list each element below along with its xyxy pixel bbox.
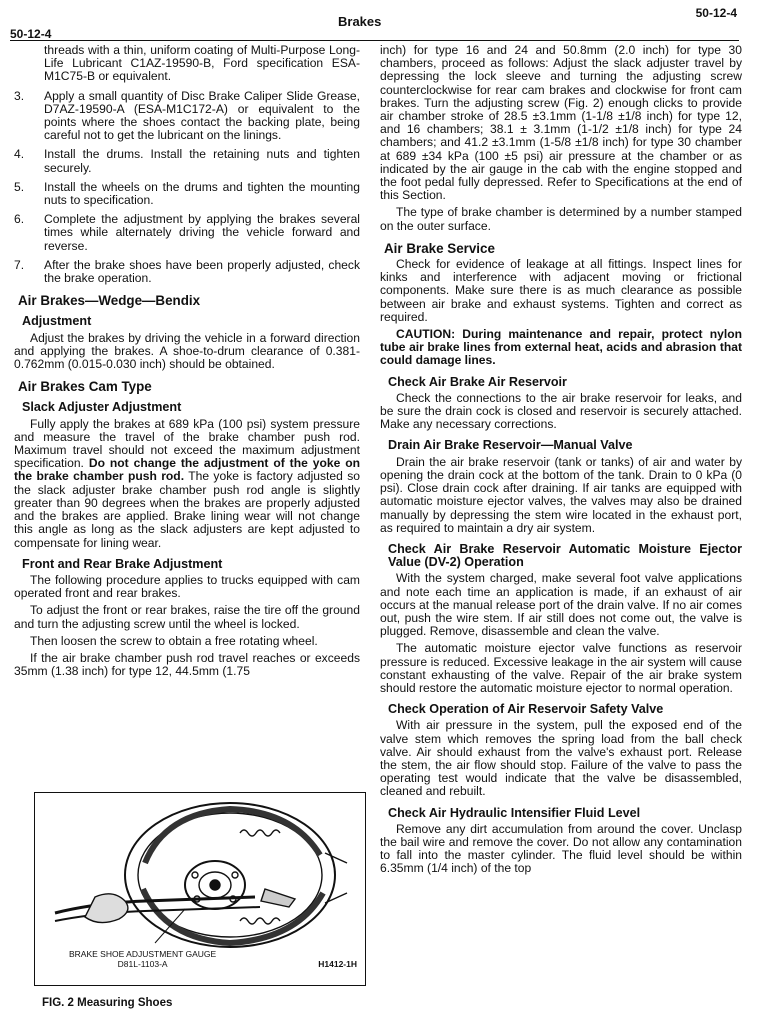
subheading-safety-valve: Check Operation of Air Reservoir Safety Valve [388, 702, 664, 717]
step-number: 3. [14, 88, 25, 103]
step-number: 4. [14, 147, 25, 162]
subheading-front-rear: Front and Rear Brake Adjustment [22, 556, 223, 571]
paragraph-front-rear-4: If the air brake chamber push rod travel reaches or exceeds 35mm (1.38 inch) for type 12, 44.5mm (1.75 [14, 650, 360, 679]
step-text: Install the wheels on the drums and tighten the mounting nuts to specification. [44, 179, 360, 208]
section-heading-wedge: Air Brakes—Wedge—Bendix [18, 293, 201, 309]
slack-text-part2: The yoke is factory adjusted so the slack adjuster brake chamber push rod angle is slightly greater than 90 degrees when the brakes are properly adjusted and the brakes are applied. Brake lining wear will not change this angle as long as the slack adjusters are kept adjusted to compensate for lining wear. [14, 469, 360, 550]
slack-warning-bold: Do not change the adjustment of the yoke on the brake chamber push rod. [14, 456, 361, 484]
step-text: After the brake shoes have been properly adjusted, check the brake operation. [44, 257, 360, 286]
step-item [14, 148, 360, 174]
paragraph-ejector-2: The automatic moisture ejector valve functions as reservoir pressure is reduced. Excessive leakage in the air system will cause constant exhausting of the valve. Repair of the air brake system should restore the automatic moisture ejector to normal operation. [380, 641, 742, 695]
step-text: Install the drums. Install the retaining nuts and tighten securely. [44, 147, 360, 175]
section-heading-cam: Air Brakes Cam Type [18, 379, 152, 395]
caution-note: CAUTION: During maintenance and repair, protect nylon tube air brake lines from external heat, acids and abrasion that could damage lines. [380, 327, 742, 368]
header-rule [10, 40, 739, 41]
figure-callout [69, 949, 216, 969]
step-item [14, 90, 360, 143]
paragraph-hydraulic: Remove any dirt accumulation from around the cover. Unclasp the bail wire and remove the cover. Do not allow any contamination to fall into the master cylinder. The fluid level should be within 6.35mm (1/4 inch) of the top [380, 821, 742, 876]
subheading-hydraulic-intensifier: Check Air Hydraulic Intensifier Fluid Level [388, 805, 641, 820]
callout-part-number: D81L-1103-A [117, 959, 168, 969]
callout-name: BRAKE SHOE ADJUSTMENT GAUGE [69, 949, 217, 959]
running-head: Brakes [338, 14, 382, 29]
step-item [14, 181, 360, 207]
step-item [14, 213, 360, 253]
paragraph-chamber-type: The type of brake chamber is determined by a number stamped on the outer surface. [380, 205, 742, 233]
paragraph-front-rear-2: To adjust the front or rear brakes, raise the tire off the ground and turn the adjusting screw until the wheel is locked. [14, 603, 360, 631]
paragraph-service: Check for evidence of leakage at all fittings. Inspect lines for kinks and interference with adjacent moving or frictional components. Make sure there is as much clearance as possible between air brake and exhaust systems. Tighten and correct as required. [380, 257, 742, 324]
subheading-adjustment: Adjustment [22, 314, 92, 329]
subheading-drain-reservoir: Drain Air Brake Reservoir—Manual Valve [388, 438, 633, 453]
page-number-right: 50-12-4 [695, 6, 737, 20]
figure-code: H1412-1H [318, 959, 357, 969]
step-text: Complete the adjustment by applying the brakes several times while alternately driving the vehicle forward and reverse. [44, 212, 360, 253]
figure-measuring-shoes [34, 792, 366, 986]
step-number: 6. [14, 212, 25, 227]
paragraph-front-rear-1: The following procedure applies to trucks equipped with cam operated front and rear brakes. [14, 572, 360, 601]
step-item [14, 259, 360, 285]
subheading-moisture-ejector: Check Air Brake Reservoir Automatic Moisture Ejector Value (DV-2) Operation [388, 541, 742, 570]
paragraph-safety-valve: With air pressure in the system, pull the exposed end of the valve stem which removes the spring load from the ball check valve. Air should exhaust from the valve's exhaust port. Release the stem, the air flow should stop. Failure of the valve to pass the operating test would indicate that the valve be disassembled, cleaned and rebuilt. [380, 718, 742, 799]
subheading-air-reservoir: Check Air Brake Air Reservoir [388, 374, 567, 389]
right-column [380, 44, 742, 880]
slack-text-part1: Fully apply the brakes at 689 kPa (100 psi) system pressure and measure the travel of the brake chamber push rod. Maximum travel should not exceed the maximum adjustment specification. [14, 416, 360, 471]
paragraph-front-rear-3: Then loosen the screw to obtain a free rotating wheel. [30, 633, 318, 648]
paragraph-slack-adjuster [14, 418, 360, 550]
paragraph-reservoir: Check the connections to the air brake reservoir for leaks, and be sure the drain cock is closed and reservoir is securely attached. Make any necessary corrections. [380, 390, 742, 432]
step-continuation: threads with a thin, uniform coating of Multi-Purpose Long-Life Lubricant C1AZ-19590-B, Ford specification ESA-M1C75-B or equivalent. [44, 43, 360, 84]
paragraph-drain: Drain the air brake reservoir (tank or tanks) of air and water by opening the drain cock at the bottom of the tank. Drain to 0 kPa (0 psi). Close drain cock after draining. If air tanks are equipped with automatic moisture ejector valves, the valves may also be drained manually by depressing the stem wire located in the exhaust port, as required to maintain a dry air system. [380, 454, 742, 535]
step-text: Apply a small quantity of Disc Brake Caliper Slide Grease, D7AZ-19590-A (ESA-M1C172-A) or equivalent to the points where the shoes contact the backing plate, being careful not to get the lubricant on the linings. [44, 88, 360, 143]
step-number: 7. [14, 257, 25, 272]
paragraph-slack-continuation: inch) for type 16 and 24 and 50.8mm (2.0 inch) for type 30 chambers, proceed as follows: Adjust the slack adjuster travel by depressing the lock sleeve and turning the adjusting screw counterclockwise for rear cam brakes and clockwise for front cam brakes. Turn the adjusting screw (Fig. 2) enough clicks to provide air chamber stroke of 28.5 ±3.1mm (1-1/8 ±1/8 inch) for type 12, and 16 chambers; 38.1 ± 3.1mm (1-1/2 ±1/8 inch) for type 24 chambers; and 41.2 ±3.1mm (1-5/8 ±1/8 inch) for type 30 chamber at 689 ±34 kPa (100 ±5 psi) air pressure at the chamber or as indicated by the air gauge in the cab with the engine stopped and the foot pedal fully depressed. Refer to Specifications at the end of this Section. [380, 43, 742, 203]
paragraph-adjustment: Adjust the brakes by driving the vehicle in a forward direction and applying the brakes. A shoe-to-drum clearance of 0.381-0.762mm (0.015-0.030 inch) should be obtained. [14, 330, 360, 372]
left-column [14, 44, 360, 682]
step-number: 5. [14, 179, 25, 194]
subheading-slack-adjuster: Slack Adjuster Adjustment [22, 400, 182, 415]
paragraph-ejector-1: With the system charged, make several foot valve applications and note each time an application is made, if an exhaust of air occurs at the manual release port of the drain valve. If no air comes out, push the wire stem. If air still does not come out, the valve is plugged. Remove, disassemble and clean the valve. [380, 571, 742, 639]
page-number-left: 50-12-4 [10, 27, 52, 41]
figure-caption: FIG. 2 Measuring Shoes [42, 997, 173, 1009]
step-list [14, 90, 360, 286]
section-heading-air-brake-service: Air Brake Service [384, 240, 495, 256]
